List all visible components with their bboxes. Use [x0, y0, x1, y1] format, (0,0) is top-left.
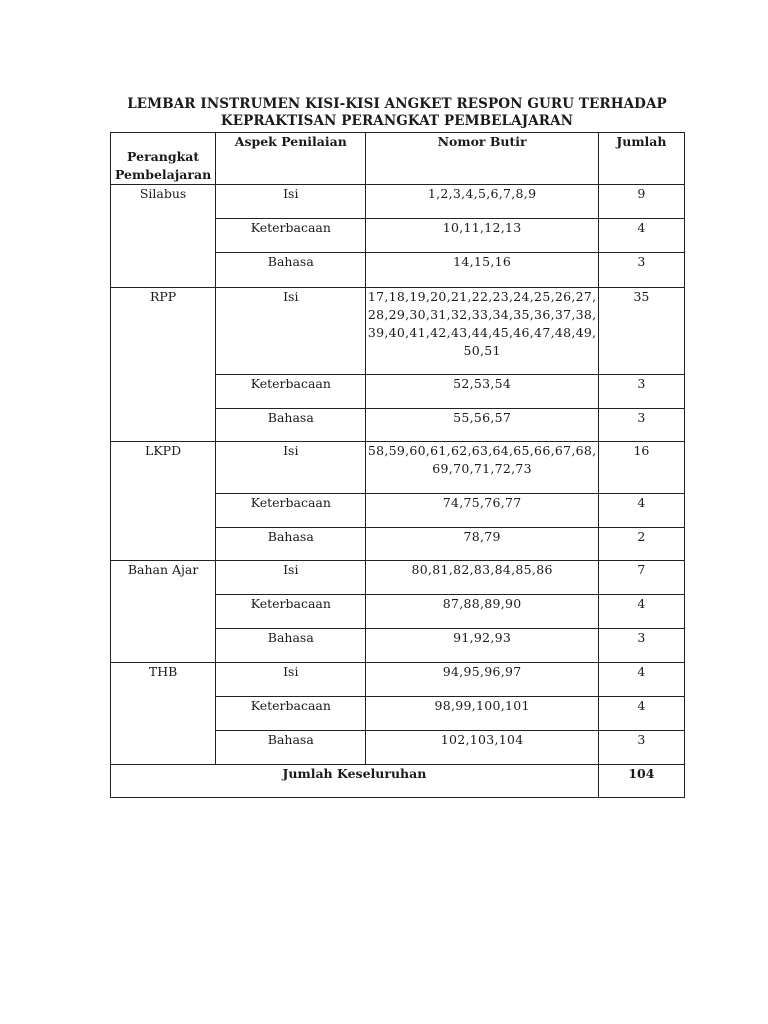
nomor-cell: 14,15,16: [366, 253, 598, 288]
jumlah-cell: 4: [598, 663, 684, 697]
nomor-cell: 87,88,89,90: [366, 595, 598, 629]
jumlah-cell: 16: [598, 442, 684, 494]
jumlah-cell: 3: [598, 409, 684, 442]
jumlah-cell: 4: [598, 697, 684, 731]
aspek-cell: Keterbacaan: [216, 697, 366, 731]
jumlah-cell: 4: [598, 595, 684, 629]
document-title-line-1: LEMBAR INSTRUMEN KISI-KISI ANGKET RESPON GURU TERHADAP: [127, 96, 667, 112]
nomor-cell: 17,18,19,20,21,22,23,24,25,26,27,28,29,30,31,32,33,34,35,36,37,38,39,40,41,42,43,44,45,46,47,48,49,50,51: [366, 288, 598, 375]
jumlah-cell: 2: [598, 528, 684, 561]
table-row: [111, 185, 685, 219]
aspek-cell: Keterbacaan: [216, 494, 366, 528]
table-row: [111, 288, 685, 375]
group-label-silabus: Silabus: [111, 185, 216, 288]
nomor-cell: 10,11,12,13: [366, 219, 598, 253]
jumlah-cell: 3: [598, 375, 684, 409]
nomor-cell: 102,103,104: [366, 731, 598, 765]
nomor-cell: 80,81,82,83,84,85,86: [366, 561, 598, 595]
aspek-cell: Bahasa: [216, 528, 366, 561]
aspek-cell: Bahasa: [216, 409, 366, 442]
header-aspek-label: Aspek Penilaian: [234, 134, 347, 149]
nomor-cell: 74,75,76,77: [366, 494, 598, 528]
nomor-cell: 78,79: [366, 528, 598, 561]
nomor-cell: 58,59,60,61,62,63,64,65,66,67,68,69,70,71,72,73: [366, 442, 598, 494]
nomor-cell: 52,53,54: [366, 375, 598, 409]
aspek-cell: Keterbacaan: [216, 219, 366, 253]
aspek-cell: Isi: [216, 442, 366, 494]
table-header-row: [111, 133, 685, 185]
aspek-cell: Bahasa: [216, 731, 366, 765]
table-row: [111, 561, 685, 595]
total-label: Jumlah Keseluruhan: [111, 765, 599, 798]
group-label-bahan-ajar: Bahan Ajar: [111, 561, 216, 663]
header-jumlah: [598, 133, 684, 185]
jumlah-cell: 7: [598, 561, 684, 595]
nomor-cell: 94,95,96,97: [366, 663, 598, 697]
jumlah-cell: 4: [598, 219, 684, 253]
header-nomor: [366, 133, 598, 185]
group-label-thb: THB: [111, 663, 216, 765]
total-value: 104: [598, 765, 684, 798]
group-label-lkpd: LKPD: [111, 442, 216, 561]
nomor-cell: 91,92,93: [366, 629, 598, 663]
header-perangkat: [111, 133, 216, 185]
aspek-cell: Bahasa: [216, 253, 366, 288]
jumlah-cell: 35: [598, 288, 684, 375]
aspek-cell: Keterbacaan: [216, 375, 366, 409]
document-title-line-2: KEPRAKTISAN PERANGKAT PEMBELAJARAN: [220, 113, 574, 129]
aspek-cell: Isi: [216, 288, 366, 375]
total-row: [111, 765, 685, 798]
header-nomor-label: Nomor Butir: [437, 134, 527, 149]
table-row: [111, 442, 685, 494]
nomor-cell: 1,2,3,4,5,6,7,8,9: [366, 185, 598, 219]
header-jumlah-label: Jumlah: [616, 134, 667, 149]
jumlah-cell: 4: [598, 494, 684, 528]
header-perangkat-label: Perangkat Pembelajaran: [114, 149, 212, 182]
table-row: [111, 663, 685, 697]
aspek-cell: Isi: [216, 663, 366, 697]
nomor-cell: 55,56,57: [366, 409, 598, 442]
jumlah-cell: 3: [598, 731, 684, 765]
aspek-cell: Isi: [216, 185, 366, 219]
header-aspek: [216, 133, 366, 185]
nomor-cell: 98,99,100,101: [366, 697, 598, 731]
aspek-cell: Bahasa: [216, 629, 366, 663]
aspek-cell: Keterbacaan: [216, 595, 366, 629]
aspek-cell: Isi: [216, 561, 366, 595]
kisi-kisi-table: [110, 132, 685, 798]
jumlah-cell: 9: [598, 185, 684, 219]
jumlah-cell: 3: [598, 629, 684, 663]
jumlah-cell: 3: [598, 253, 684, 288]
group-label-rpp: RPP: [111, 288, 216, 442]
